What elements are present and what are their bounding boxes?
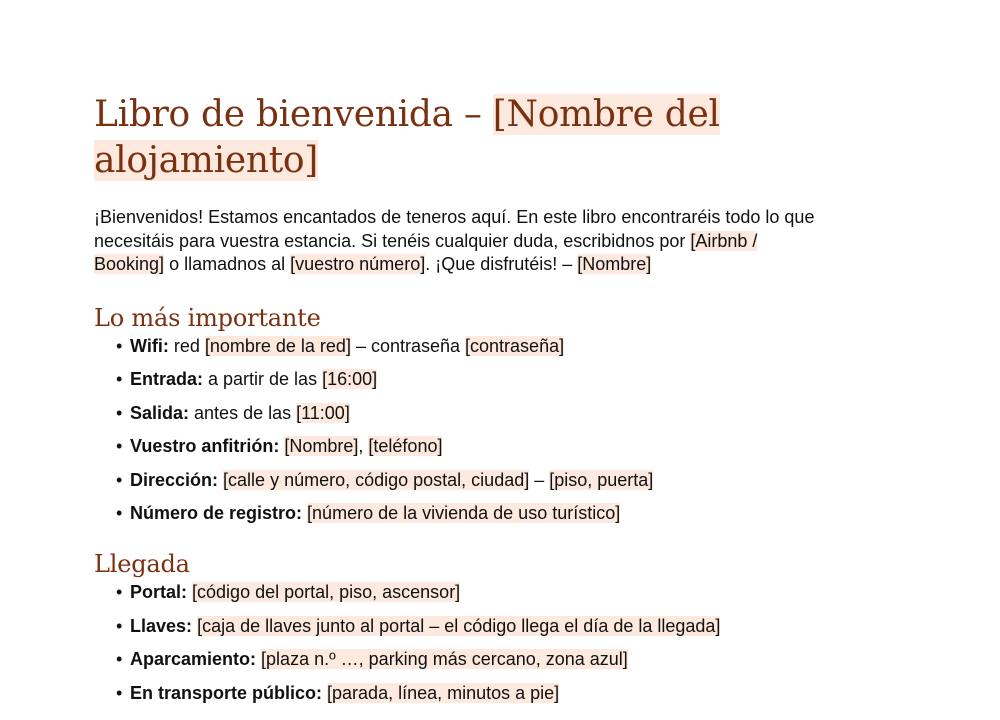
bullet-dot: • bbox=[116, 649, 123, 669]
intro-platform-placeholder-cont: Booking] bbox=[94, 254, 165, 274]
list-item-transport bbox=[116, 682, 914, 705]
document-content bbox=[94, 92, 914, 715]
parking-placeholder: [plaza n.º …, parking más cercano, zona azul] bbox=[261, 649, 628, 669]
address-separator: – bbox=[529, 469, 550, 490]
wifi-text2: – contraseña bbox=[350, 335, 466, 356]
bullet-dot: • bbox=[116, 469, 123, 490]
checkin-time-placeholder: [16:00] bbox=[322, 369, 378, 389]
list-item-checkin bbox=[116, 368, 914, 391]
bullet-dot: • bbox=[116, 335, 123, 356]
important-list bbox=[94, 335, 914, 526]
checkout-text1: antes de las bbox=[189, 402, 297, 423]
checkin-label: Entrada: bbox=[130, 369, 204, 389]
portal-placeholder: [código del portal, piso, ascensor] bbox=[192, 582, 461, 602]
arrival-list bbox=[94, 581, 914, 705]
list-item-host bbox=[116, 435, 914, 458]
title-placeholder-line2: alojamiento] bbox=[94, 140, 319, 181]
title-prefix: Libro de bienvenida – bbox=[94, 94, 493, 135]
wifi-network-placeholder: [nombre de la red] bbox=[204, 335, 351, 356]
intro-enjoy-text: . ¡Que disfrutéis! – bbox=[425, 254, 578, 274]
wifi-label: Wifi: bbox=[130, 335, 169, 356]
list-item-keys bbox=[116, 615, 914, 638]
intro-platform-placeholder: [Airbnb / bbox=[690, 230, 758, 251]
list-item-wifi bbox=[116, 335, 914, 358]
registration-label: Número de registro: bbox=[130, 503, 303, 523]
host-label: Vuestro anfitrión: bbox=[130, 436, 280, 456]
host-phone-placeholder: [teléfono] bbox=[368, 436, 443, 456]
checkout-label: Salida: bbox=[130, 402, 190, 423]
list-item-portal bbox=[116, 581, 914, 604]
intro-name-placeholder: [Nombre] bbox=[577, 254, 652, 274]
bullet-dot: • bbox=[116, 402, 123, 423]
title-placeholder-line1: [Nombre del bbox=[492, 94, 720, 135]
address-label: Dirección: bbox=[130, 469, 219, 490]
host-name-placeholder: [Nombre] bbox=[284, 436, 359, 456]
parking-label: Aparcamiento: bbox=[130, 649, 257, 669]
list-item-checkout bbox=[116, 402, 914, 425]
section-heading-important: Lo más importante bbox=[94, 303, 321, 332]
keys-label: Llaves: bbox=[130, 615, 193, 636]
registration-number-placeholder: [número de la vivienda de uso turístico] bbox=[307, 503, 621, 523]
checkin-text1: a partir de las bbox=[203, 369, 323, 389]
address-street-placeholder: [calle y número, código postal, ciudad] bbox=[223, 469, 530, 490]
document-title bbox=[94, 92, 914, 184]
bullet-dot: • bbox=[116, 436, 123, 456]
transport-label: En transporte público: bbox=[130, 682, 323, 703]
host-separator: , bbox=[358, 436, 369, 456]
wifi-password-placeholder: [contraseña] bbox=[465, 335, 565, 356]
intro-paragraph bbox=[94, 206, 914, 277]
checkout-time-placeholder: [11:00] bbox=[296, 402, 350, 423]
list-item-address bbox=[116, 469, 914, 492]
section-heading-arrival: Llegada bbox=[94, 550, 190, 578]
address-unit-placeholder: [piso, puerta] bbox=[549, 469, 654, 490]
list-item-parking bbox=[116, 648, 914, 671]
intro-line1: ¡Bienvenidos! Estamos encantados de teneros aquí. En este libro encontraréis todo lo que bbox=[94, 207, 815, 227]
bullet-dot: • bbox=[116, 582, 123, 602]
bullet-dot: • bbox=[116, 503, 123, 523]
portal-label: Portal: bbox=[130, 582, 188, 602]
bullet-dot: • bbox=[116, 615, 123, 636]
list-item-registration bbox=[116, 502, 914, 525]
intro-line2: necesitáis para vuestra estancia. Si tenéis cualquier duda, escribidnos por bbox=[94, 230, 691, 251]
bullet-dot: • bbox=[116, 369, 123, 389]
intro-number-placeholder: [vuestro número] bbox=[290, 254, 426, 274]
transport-placeholder: [parada, línea, minutos a pie] bbox=[327, 682, 560, 703]
keys-placeholder: [caja de llaves junto al portal – el código llega el día de la llegada] bbox=[197, 615, 721, 636]
wifi-text1: red bbox=[168, 335, 205, 356]
intro-call-text: o llamadnos al bbox=[164, 254, 291, 274]
bullet-dot: • bbox=[116, 682, 123, 703]
